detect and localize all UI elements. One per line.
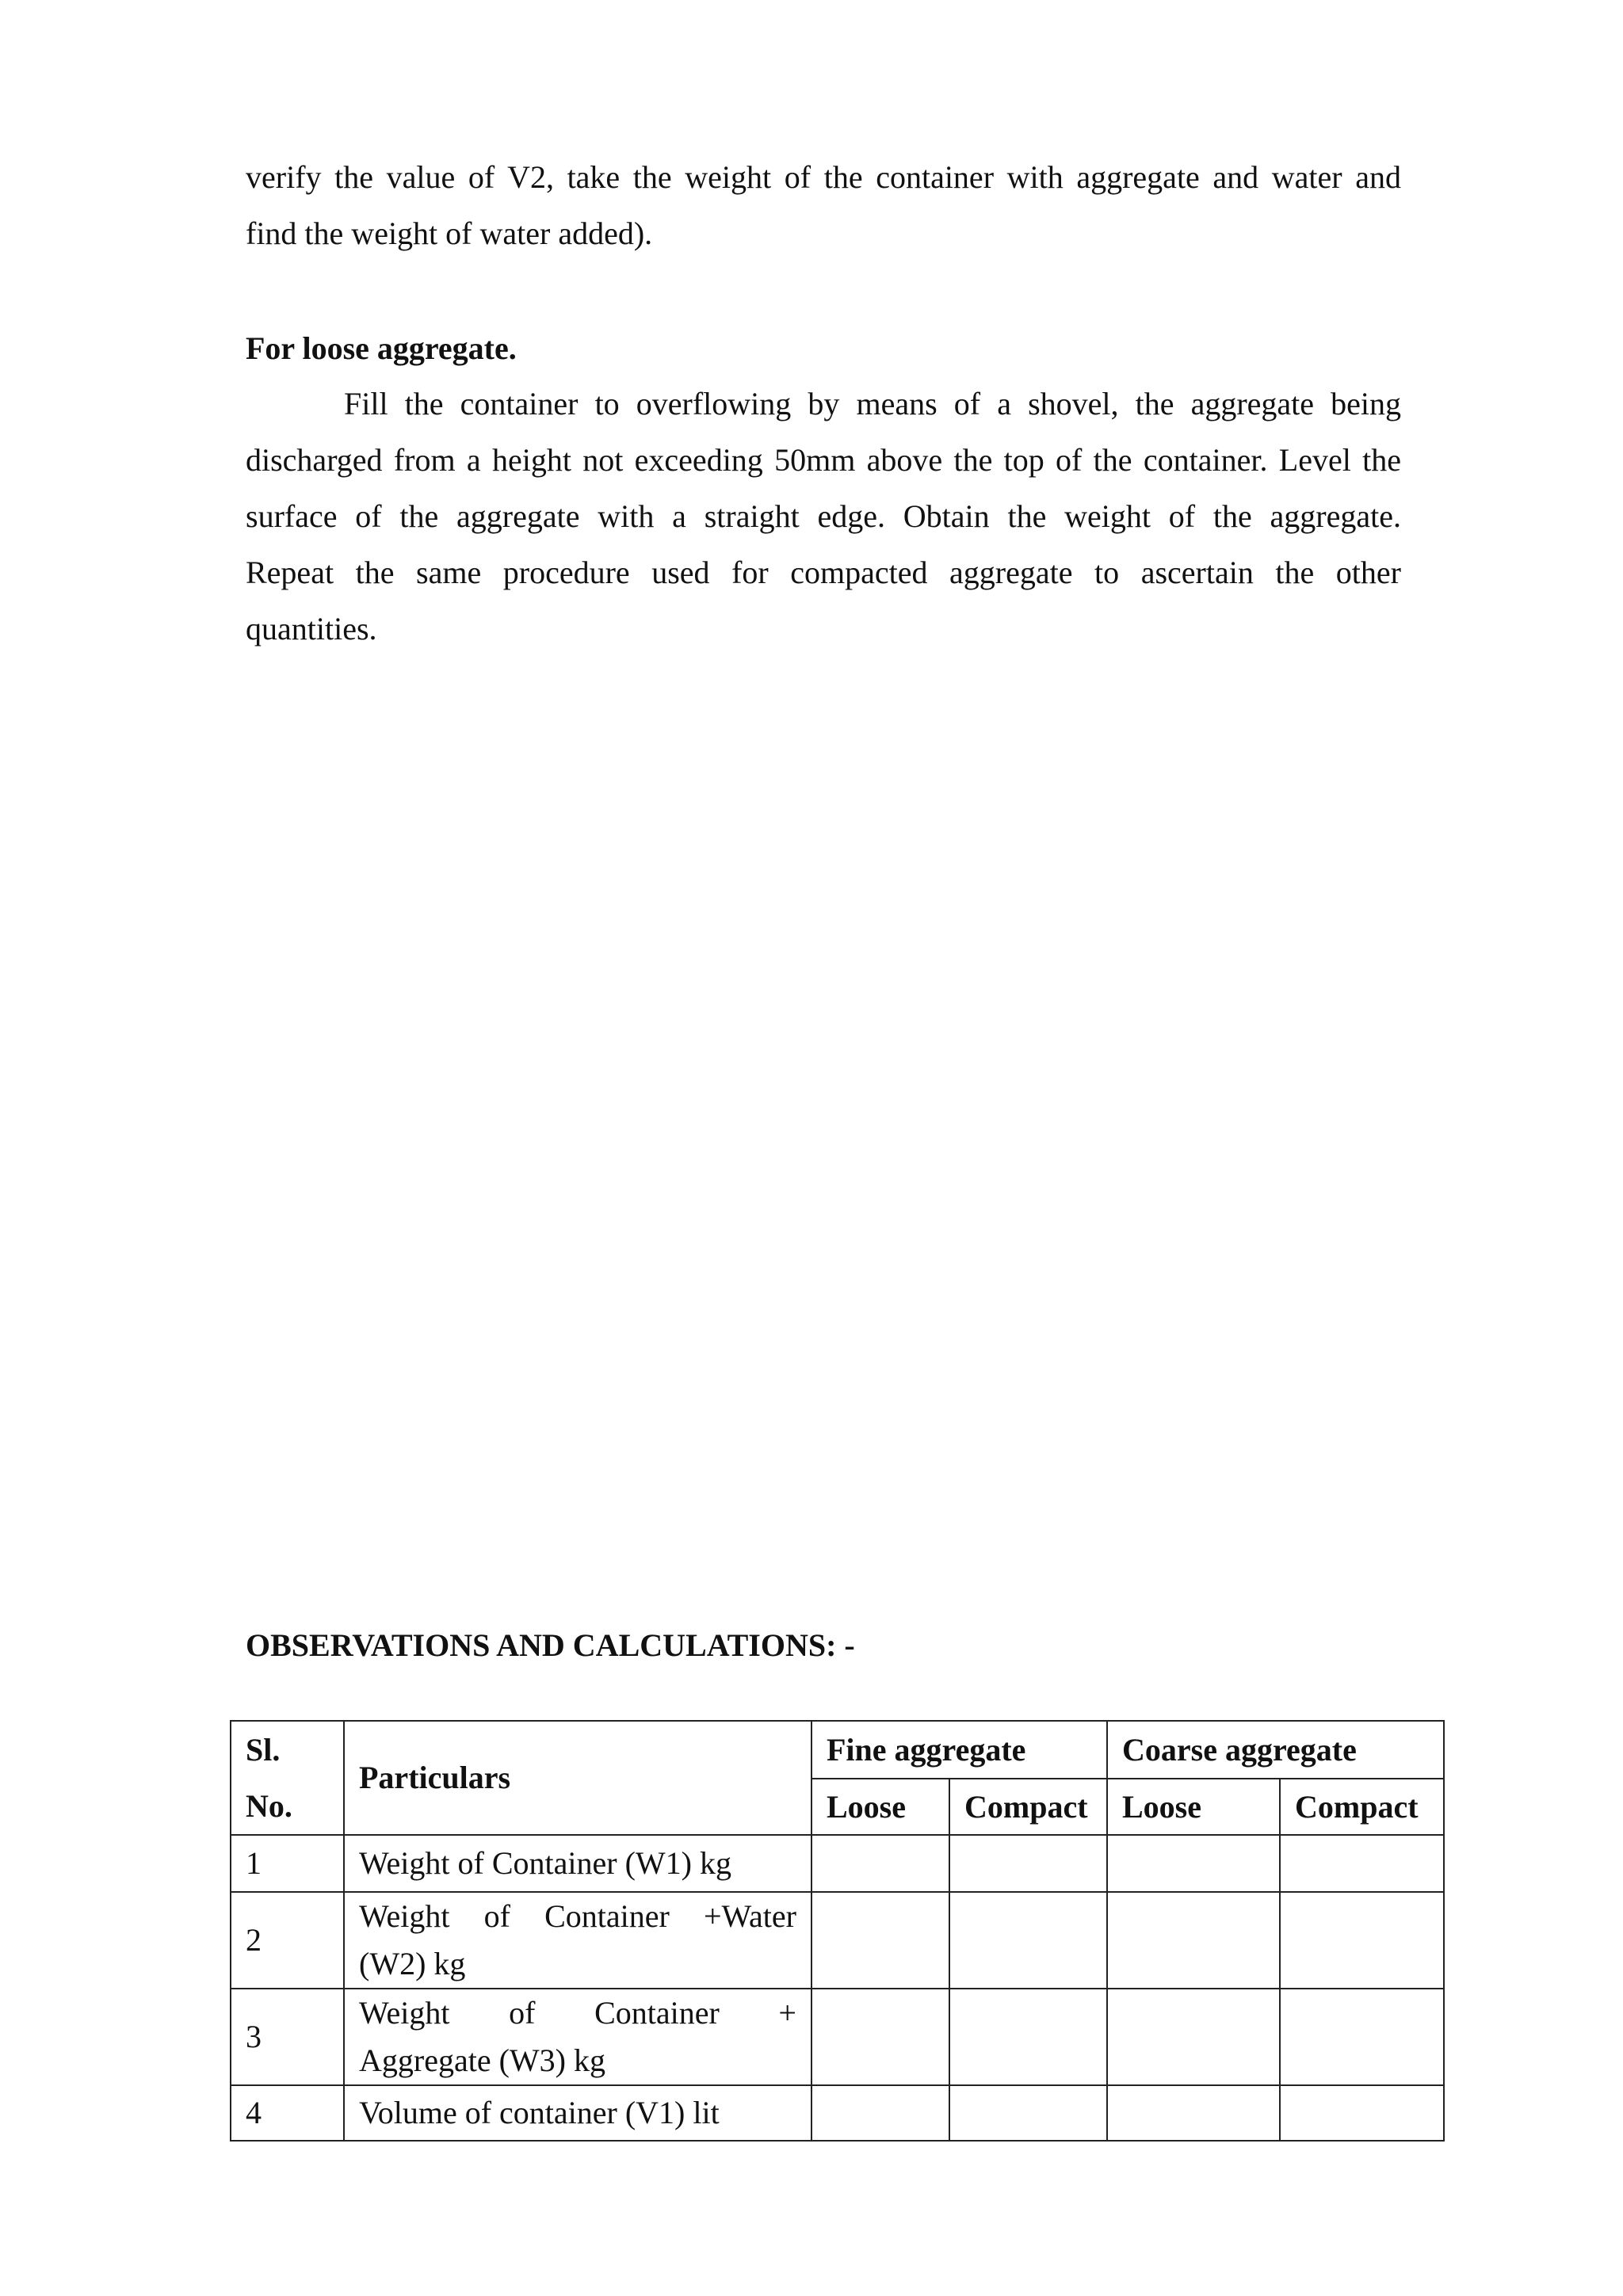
cell-coarse-compact [1280,1892,1444,1989]
cell-coarse-loose [1107,1892,1280,1989]
row-number: 2 [231,1892,344,1989]
cell-fine-loose [812,1835,949,1892]
section-heading-loose: For loose aggregate. [246,330,517,366]
text-line: verify the value of V2, take the weight of the container with aggregate and water and [246,159,1401,195]
row-particular: Weight of Container (W1) kg [344,1835,812,1892]
row-number: 1 [231,1835,344,1892]
header-sl-no: Sl. No. [231,1721,344,1835]
cell-coarse-loose [1107,1835,1280,1892]
header-coarse-aggregate: Coarse aggregate [1107,1721,1444,1779]
cell-fine-loose [812,2085,949,2141]
cell-fine-compact [949,2085,1107,2141]
cell-coarse-compact [1280,1989,1444,2085]
header-particulars: Particulars [344,1721,812,1835]
observations-heading: OBSERVATIONS AND CALCULATIONS: - [246,1627,855,1663]
header-coarse-compact: Compact [1280,1779,1444,1835]
cell-fine-compact [949,1892,1107,1989]
text-line: surface of the aggregate with a straight edge. Obtain the weight of the aggregate. [246,498,1401,534]
cell-coarse-compact [1280,2085,1444,2141]
cell-coarse-compact [1280,1835,1444,1892]
table-header-row [231,1721,1444,1779]
table-row [231,1835,1444,1892]
text-line: quantities. [246,611,377,646]
header-fine-aggregate: Fine aggregate [812,1721,1107,1779]
cell-fine-compact [949,1835,1107,1892]
row-particular: Weight of Container +Water (W2) kg [344,1892,812,1989]
row-number: 4 [231,2085,344,2141]
loose-paragraph [246,376,1401,657]
cell-fine-loose [812,1892,949,1989]
text-line: discharged from a height not exceeding 50mm above the top of the container. Level the [246,442,1401,478]
intro-paragraph [246,149,1401,261]
table-row [231,1989,1444,2085]
row-particular: Weight of Container + Aggregate (W3) kg [344,1989,812,2085]
table-row [231,2085,1444,2141]
cell-coarse-loose [1107,1989,1280,2085]
cell-fine-loose [812,1989,949,2085]
header-coarse-loose: Loose [1107,1779,1280,1835]
header-fine-loose: Loose [812,1779,949,1835]
cell-fine-compact [949,1989,1107,2085]
row-number: 3 [231,1989,344,2085]
row-particular: Volume of container (V1) lit [344,2085,812,2141]
text-line: find the weight of water added). [246,215,653,251]
cell-coarse-loose [1107,2085,1280,2141]
observations-table [230,1720,1445,2142]
table-row [231,1892,1444,1989]
text-line: Repeat the same procedure used for compacted aggregate to ascertain the other [246,555,1401,590]
header-fine-compact: Compact [949,1779,1107,1835]
text-line: Fill the container to overflowing by means of a shovel, the aggregate being [344,386,1401,421]
